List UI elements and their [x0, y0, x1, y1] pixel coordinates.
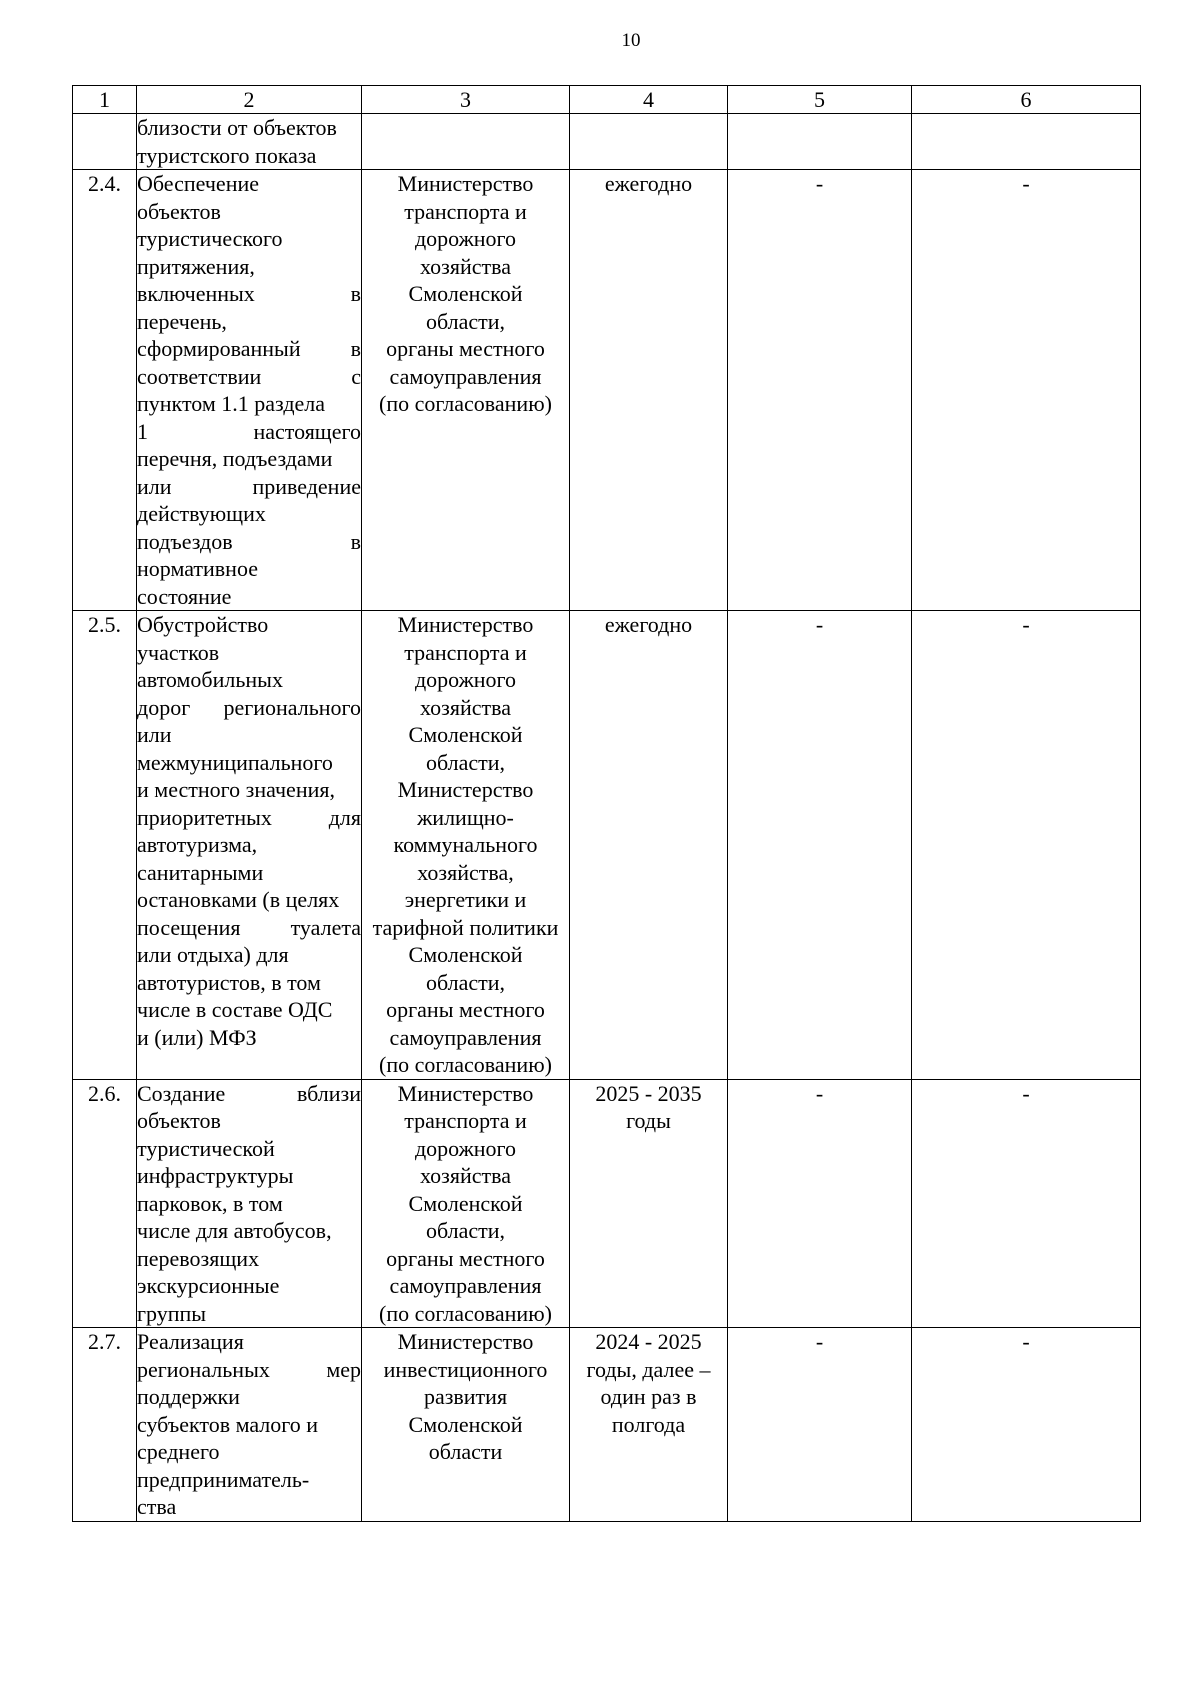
text-line: дорожного	[414, 226, 517, 251]
text-line: хозяйства	[420, 694, 511, 720]
text-line: хозяйства	[420, 253, 511, 279]
text-line: Обеспечение	[137, 171, 259, 196]
text-line: объектов	[137, 198, 221, 224]
text-line: один раз в	[600, 1384, 697, 1409]
text-line: полгода	[611, 1411, 686, 1437]
text-line: дорожного	[414, 1135, 517, 1161]
text-line: перечень,	[137, 308, 227, 334]
text-line	[137, 528, 361, 556]
word: или	[137, 473, 172, 499]
text-line: близости от объектов	[137, 115, 337, 140]
text-line: самоуправления	[389, 1024, 542, 1050]
column5-cell: -	[728, 1079, 912, 1328]
text-line	[137, 363, 361, 391]
text-line: области,	[425, 1218, 506, 1243]
text-line: состояние	[137, 583, 232, 609]
text-line: дорожного	[414, 667, 517, 692]
text-line: поддержки	[137, 1384, 240, 1409]
text-line: туристической	[137, 1135, 275, 1161]
text-line: парковок, в том	[137, 1190, 283, 1216]
row-number-cell	[73, 114, 137, 170]
text-line: (по согласованию)	[379, 391, 552, 416]
word: приведение	[252, 473, 361, 499]
text-line: объектов	[137, 1108, 221, 1133]
text-line: коммунального	[393, 832, 538, 857]
row-number-cell: 2.6.	[73, 1079, 137, 1328]
word: регионального	[223, 694, 361, 720]
text-line: пунктом 1.1 раздела	[137, 391, 326, 416]
text-line	[137, 280, 361, 308]
word: в	[350, 528, 361, 554]
text-line: и (или) МФЗ	[137, 1024, 257, 1050]
text-line: предприниматель-	[137, 1466, 310, 1492]
word: Создание	[137, 1080, 226, 1106]
row-number-cell: 2.4.	[73, 170, 137, 611]
header-row	[73, 86, 1141, 114]
measures-table	[72, 85, 1141, 1522]
column-header: 1	[73, 86, 137, 114]
text-line: группы	[137, 1300, 207, 1326]
text-line: ежегодно	[604, 171, 693, 196]
text-line: автотуризма,	[137, 832, 258, 857]
text-line: Смоленской	[408, 942, 523, 967]
text-line	[137, 694, 361, 722]
description-cell	[137, 611, 362, 1080]
table-row	[73, 1328, 1141, 1522]
text-line: притяжения,	[137, 253, 255, 279]
text-line: энергетики и	[404, 887, 527, 912]
column6-cell: -	[912, 611, 1141, 1080]
word: в	[350, 281, 361, 306]
text-line: области	[428, 1439, 503, 1464]
description-cell	[137, 1328, 362, 1522]
word: 1	[137, 418, 148, 444]
column6-cell: -	[912, 1328, 1141, 1522]
text-line: среднего	[137, 1439, 220, 1464]
responsible-cell	[362, 170, 570, 611]
text-line: инвестиционного	[383, 1356, 548, 1382]
responsible-cell	[362, 1079, 570, 1328]
word: вблизи	[297, 1080, 361, 1106]
text-line: Обустройство	[137, 612, 269, 637]
text-line: автомобильных	[137, 667, 283, 692]
text-line: числе в составе ОДС	[137, 997, 333, 1022]
text-line: тарифной политики	[372, 914, 559, 940]
text-line: Министерство	[397, 777, 534, 802]
page-number: 10	[621, 30, 641, 51]
text-line: хозяйства	[420, 1163, 511, 1188]
text-line: межмуниципального	[137, 749, 333, 775]
text-line: Министерство	[397, 1329, 534, 1354]
word: дорог	[137, 694, 191, 720]
column5-cell: -	[728, 170, 912, 611]
term-cell	[570, 1328, 728, 1522]
word: соответствии	[137, 363, 262, 389]
text-line: области,	[425, 969, 506, 995]
text-line: развития	[423, 1384, 508, 1409]
text-line: жилищно-	[417, 804, 514, 830]
text-line: инфраструктуры	[137, 1163, 294, 1188]
column6-cell: -	[912, 170, 1141, 611]
text-line: годы, далее –	[586, 1356, 711, 1382]
text-line	[137, 1080, 361, 1108]
continuation-row	[73, 114, 1141, 170]
term-cell	[570, 114, 728, 170]
word: с	[351, 363, 361, 389]
text-line: Министерство	[397, 612, 534, 637]
column-header: 5	[728, 86, 912, 114]
text-line: или	[137, 722, 172, 747]
description-cell	[137, 170, 362, 611]
word: туалета	[290, 914, 361, 940]
row-number-cell: 2.7.	[73, 1328, 137, 1522]
term-cell	[570, 611, 728, 1080]
text-line: годы	[626, 1108, 671, 1133]
table-row	[73, 170, 1141, 611]
text-line: Смоленской	[408, 1190, 523, 1216]
column5-cell	[728, 114, 912, 170]
text-line: хозяйства,	[417, 859, 514, 885]
word: подъездов	[137, 528, 233, 554]
word: мер	[326, 1356, 361, 1382]
text-line: участков	[137, 639, 220, 665]
word: посещения	[137, 914, 241, 940]
text-line: (по согласованию)	[379, 1300, 552, 1326]
term-cell	[570, 170, 728, 611]
column6-cell: -	[912, 1079, 1141, 1328]
text-line: транспорта и	[404, 1108, 527, 1133]
text-line	[137, 418, 361, 446]
column-header: 4	[570, 86, 728, 114]
responsible-cell	[362, 114, 570, 170]
word: включенных	[137, 281, 255, 306]
text-line: органы местного	[386, 1245, 545, 1271]
text-line: туристского показа	[137, 142, 317, 168]
description-cell	[137, 114, 362, 170]
responsible-cell	[362, 1328, 570, 1522]
text-line: и местного значения,	[137, 777, 335, 802]
word: приоритетных	[137, 804, 272, 830]
text-line: субъектов малого и	[137, 1411, 319, 1437]
text-line: автотуристов, в том	[137, 969, 321, 995]
text-line: ства	[137, 1494, 177, 1519]
column6-cell	[912, 114, 1141, 170]
text-line: самоуправления	[389, 1273, 542, 1298]
text-line: области,	[425, 749, 506, 775]
text-line: остановками (в целях	[137, 887, 340, 912]
column-header: 3	[362, 86, 570, 114]
word: для	[328, 804, 361, 830]
text-line: действующих	[137, 501, 266, 526]
text-line: Министерство	[397, 1080, 534, 1106]
text-line: транспорта и	[404, 198, 527, 224]
text-line: нормативное	[137, 556, 258, 581]
text-line	[137, 914, 361, 942]
text-line	[137, 473, 361, 501]
word: в	[350, 336, 361, 361]
text-line: экскурсионные	[137, 1273, 280, 1298]
text-line: Реализация	[137, 1329, 244, 1354]
table-row	[73, 611, 1141, 1080]
text-line: области,	[425, 308, 506, 334]
word: сформированный	[137, 336, 301, 361]
text-line	[137, 335, 361, 363]
text-line	[137, 804, 361, 832]
column5-cell: -	[728, 1328, 912, 1522]
description-cell	[137, 1079, 362, 1328]
text-line: (по согласованию)	[379, 1052, 552, 1077]
text-line: числе для автобусов,	[137, 1218, 332, 1243]
text-line: транспорта и	[404, 639, 527, 665]
text-line: органы местного	[386, 336, 545, 361]
row-number-cell: 2.5.	[73, 611, 137, 1080]
text-line: Министерство	[397, 171, 534, 196]
text-line: санитарными	[137, 859, 264, 885]
column-header: 2	[137, 86, 362, 114]
text-line: Смоленской	[408, 1411, 523, 1437]
text-line: 2024 - 2025	[595, 1329, 702, 1354]
text-line: Смоленской	[408, 722, 523, 747]
text-line: 2025 - 2035	[595, 1080, 702, 1106]
word: настоящего	[253, 418, 361, 444]
text-line: самоуправления	[389, 363, 542, 389]
text-line: туристического	[137, 226, 283, 251]
text-line: перевозящих	[137, 1245, 260, 1271]
text-line: перечня, подъездами	[137, 446, 333, 471]
text-line: органы местного	[386, 997, 545, 1022]
text-line: Смоленской	[408, 281, 523, 306]
text-line: или отдыха) для	[137, 942, 289, 967]
word: региональных	[137, 1356, 270, 1382]
column5-cell: -	[728, 611, 912, 1080]
responsible-cell	[362, 611, 570, 1080]
text-line	[137, 1356, 361, 1384]
term-cell	[570, 1079, 728, 1328]
table-row	[73, 1079, 1141, 1328]
column-header: 6	[912, 86, 1141, 114]
text-line: ежегодно	[604, 612, 693, 637]
